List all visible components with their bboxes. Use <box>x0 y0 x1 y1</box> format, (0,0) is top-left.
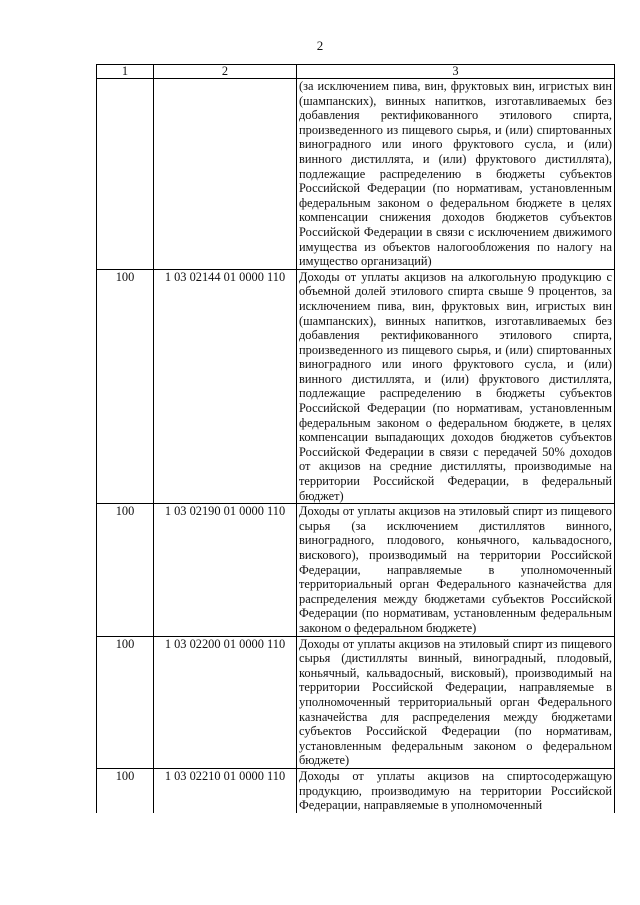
revenue-codes-table <box>96 64 615 813</box>
budget-code-cell <box>154 79 297 270</box>
budget-code-cell: 1 03 02144 01 0000 110 <box>154 269 297 504</box>
column-header-2: 2 <box>154 65 297 79</box>
description-cell: Доходы от уплаты акцизов на спиртосодержащую продукцию, производимую на территории Российской Федерации, направляемые в уполномоченный <box>297 768 615 812</box>
table-row <box>97 79 615 270</box>
description-cell: Доходы от уплаты акцизов на этиловый спирт из пищевого сырья (за исключением дистиллятов винного, виноградного, плодового, коньячного, кальвадосного, вискового), производимый на территории Российской Федерации, направляемые в уполномоченный территориальный орган Федерального казначейства для распределения между бюджетами субъектов Российской Федерации (по нормативам, установленным федеральным законом о федеральном бюджете) <box>297 504 615 636</box>
table-row <box>97 269 615 504</box>
column-header-1: 1 <box>97 65 154 79</box>
admin-code-cell <box>97 79 154 270</box>
page-number: 2 <box>316 38 324 53</box>
description-cell: Доходы от уплаты акцизов на этиловый спирт из пищевого сырья (дистилляты винный, виноградный, плодовый, коньячный, кальвадосный, висковый), производимый на территории Российской Федерации, направляемые в уполномоченный территориальный орган Федерального казначейства для распределения между бюджетами субъектов Российской Федерации (по нормативам, установленным федеральным законом о федеральном бюджете) <box>297 636 615 768</box>
description-cell: (за исключением пива, вин, фруктовых вин, игристых вин (шампанских), винных напитков, изготавливаемых без добавления ректификованного этилового спирта, произведенного из пищевого сырья, и (или) спиртованных виноградного или иного фруктового сусла, и (или) винного дистиллята, и (или) фруктового дистиллята), подлежащие распределению в бюджеты субъектов Российской Федерации (по нормативам, установленным федеральным законом о федеральном бюджете в целях компенсации снижения доходов бюджетов субъектов Российской Федерации в связи с исключением движимого имущества из объектов налогообложения по налогу на имущество организаций) <box>297 79 615 270</box>
table-row <box>97 504 615 636</box>
admin-code-cell: 100 <box>97 504 154 636</box>
description-cell: Доходы от уплаты акцизов на алкогольную продукцию с объемной долей этилового спирта свыше 9 процентов, за исключением пива, вин, фруктовых вин, игристых вин (шампанских), винных напитков, изготавливаемых без добавления ректификованного этилового спирта, произведенного из пищевого сырья, и (или) спиртованных виноградного или иного фруктового сусла, и (или) винного дистиллята, и (или) фруктового дистиллята, подлежащие распределению в бюджеты субъектов Российской Федерации (по нормативам, установленным федеральным законом о федеральном бюджете, в целях компенсации выпадающих доходов бюджетов субъектов Российской Федерации в связи с передачей 50% доходов от акцизов на средние дистилляты, производимые на территории Российской Федерации, в федеральный бюджет) <box>297 269 615 504</box>
admin-code-cell: 100 <box>97 269 154 504</box>
budget-code-cell: 1 03 02190 01 0000 110 <box>154 504 297 636</box>
table-header-row <box>97 65 615 79</box>
admin-code-cell: 100 <box>97 636 154 768</box>
budget-code-cell: 1 03 02210 01 0000 110 <box>154 768 297 812</box>
table-row <box>97 636 615 768</box>
column-header-3: 3 <box>297 65 615 79</box>
budget-code-cell: 1 03 02200 01 0000 110 <box>154 636 297 768</box>
table-row <box>97 768 615 812</box>
admin-code-cell: 100 <box>97 768 154 812</box>
